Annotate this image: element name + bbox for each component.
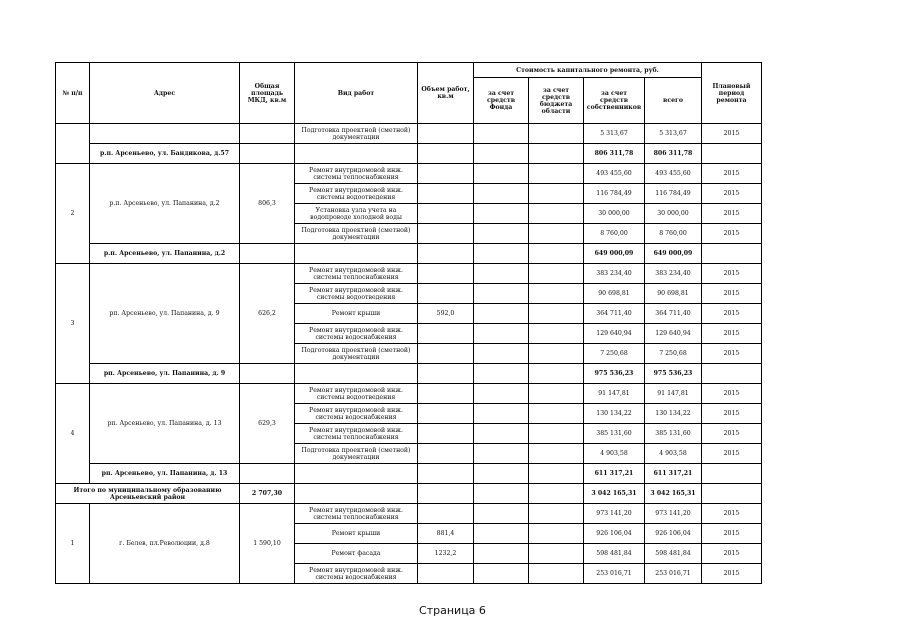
cell-work: Ремонт внутридомовой инж. системы водоотведения [295,384,418,404]
cell-own: 129 640,94 [584,324,645,344]
cell-fund [474,164,529,184]
cell-period: 2015 [702,404,762,424]
cell-volume [418,464,474,484]
cell-volume [418,264,474,284]
cell-total: 493 455,60 [645,164,702,184]
cell-region [529,544,584,564]
cell-volume [418,344,474,364]
col-header-own: за счет средств собственников [584,78,645,124]
col-header-total: всего [645,78,702,124]
cell-region [529,284,584,304]
cell-work: Установка узла учета на водопроводе холодной воды [295,204,418,224]
cell-volume [418,324,474,344]
cell-total: 649 000,09 [645,244,702,264]
cell-work: Ремонт крыши [295,304,418,324]
cell-total: 364 711,40 [645,304,702,324]
cell-region [529,144,584,164]
cell-period: 2015 [702,204,762,224]
cell-volume [418,244,474,264]
cell-volume [418,284,474,304]
cell-work: Ремонт внутридомовой инж. системы водоотведения [295,284,418,304]
cell-volume [418,204,474,224]
cell-region [529,564,584,584]
cell-total: 253 016,71 [645,564,702,584]
cell-own: 364 711,40 [584,304,645,324]
cell-fund [474,424,529,444]
cell-total-area: 2 707,30 [240,484,295,504]
col-header-area: Общая площадь МКД, кв.м [240,63,295,124]
cell-region [529,204,584,224]
cell-address: рп. Арсеньево, ул. Папанина, д. 9 [90,264,240,364]
subtotal-row [56,364,762,384]
cell-area [240,144,295,164]
cell-volume [418,424,474,444]
cell-period [702,144,762,164]
cell-own: 806 311,78 [584,144,645,164]
cell-region [529,444,584,464]
cell-own: 611 317,21 [584,464,645,484]
cell-fund [474,524,529,544]
col-header-volume: Объем работ, кв.м [418,63,474,124]
cell-own: 253 016,71 [584,564,645,584]
cell-region [529,484,584,504]
cell-total: 598 481,84 [645,544,702,564]
cell-own: 383 234,40 [584,264,645,284]
repair-plan-table [55,62,762,584]
cell-fund [474,124,529,144]
cell-fund [474,244,529,264]
cell-work: Подготовка проектной (сметной) документации [295,224,418,244]
cell-fund [474,484,529,504]
cell-own: 926 106,04 [584,524,645,544]
cell-total: 383 234,40 [645,264,702,284]
cell-own: 3 042 165,31 [584,484,645,504]
cell-work [295,484,418,504]
cell-area [240,124,295,144]
cell-period: 2015 [702,424,762,444]
cell-volume [418,364,474,384]
cell-num: 2 [56,164,90,264]
col-header-num: № п/п [56,63,90,124]
cell-total: 926 106,04 [645,524,702,544]
cell-period [702,364,762,384]
cell-total-label: Итого по муниципальному образованию Арсеньевский район [56,484,240,504]
cell-own: 493 455,60 [584,164,645,184]
col-header-period: Плановый период ремонта [702,63,762,124]
cell-fund [474,544,529,564]
cell-own: 30 000,00 [584,204,645,224]
cell-area: 806,3 [240,164,295,244]
cell-region [529,164,584,184]
cell-area: 1 590,10 [240,504,295,584]
cell-fund [474,504,529,524]
cell-area: 626,2 [240,264,295,364]
cell-own: 385 131,60 [584,424,645,444]
cell-work: Ремонт внутридомовой инж. системы теплоснабжения [295,504,418,524]
subtotal-row [56,244,762,264]
cell-own: 116 784,49 [584,184,645,204]
cell-fund [474,224,529,244]
municipal-total-row [56,484,762,504]
cell-address: г. Белев, пл.Революции, д.8 [90,504,240,584]
cell-region [529,524,584,544]
cell-fund [474,144,529,164]
cell-period: 2015 [702,124,762,144]
cell-region [529,424,584,444]
cell-total: 8 760,00 [645,224,702,244]
cell-work: Подготовка проектной (сметной) документации [295,124,418,144]
cell-work: Ремонт внутридомовой инж. системы теплоснабжения [295,424,418,444]
cell-volume [418,164,474,184]
cell-period: 2015 [702,544,762,564]
cell-own: 90 698,81 [584,284,645,304]
cell-own: 7 250,68 [584,344,645,364]
cell-work: Подготовка проектной (сметной) документации [295,444,418,464]
cell-volume [418,184,474,204]
cell-fund [474,344,529,364]
cell-address [90,124,240,144]
cell-region [529,404,584,424]
cell-address: рп. Арсеньево, ул. Папанина, д. 13 [90,384,240,464]
cell-own: 975 536,23 [584,364,645,384]
cell-area: 629,3 [240,384,295,464]
cell-region [529,244,584,264]
cell-volume [418,504,474,524]
cell-num: 4 [56,384,90,484]
cell-own: 649 000,09 [584,244,645,264]
cell-subtotal-label: рп. Арсеньево, ул. Папанина, д. 13 [90,464,240,484]
table-row [56,124,762,144]
cell-subtotal-label: р.п. Арсеньево, ул. Бандикова, д.57 [90,144,240,164]
cell-region [529,124,584,144]
cell-period: 2015 [702,504,762,524]
cell-region [529,184,584,204]
cell-volume: 592,0 [418,304,474,324]
cell-period: 2015 [702,564,762,584]
cell-area [240,464,295,484]
cell-num: 1 [56,504,90,584]
cell-volume [418,384,474,404]
cell-subtotal-label: рп. Арсеньево, ул. Папанина, д. 9 [90,364,240,384]
table-row [56,504,762,524]
cell-total: 7 250,68 [645,344,702,364]
cell-region [529,304,584,324]
cell-area [240,244,295,264]
cell-num: 3 [56,264,90,384]
cell-total: 4 903,58 [645,444,702,464]
cell-own: 130 134,22 [584,404,645,424]
cell-total: 130 134,22 [645,404,702,424]
cell-own: 8 760,00 [584,224,645,244]
cell-volume: 1232,2 [418,544,474,564]
cell-work: Ремонт фасада [295,544,418,564]
cell-period: 2015 [702,384,762,404]
cell-work: Ремонт внутридомовой инж. системы теплоснабжения [295,164,418,184]
cell-period: 2015 [702,184,762,204]
cell-work [295,244,418,264]
cell-period: 2015 [702,324,762,344]
cell-fund [474,264,529,284]
cell-region [529,324,584,344]
cell-work: Подготовка проектной (сметной) документации [295,344,418,364]
cell-own: 973 141,20 [584,504,645,524]
cell-total: 90 698,81 [645,284,702,304]
cell-period: 2015 [702,444,762,464]
cell-work: Ремонт внутридомовой инж. системы теплоснабжения [295,264,418,284]
cell-fund [474,564,529,584]
cell-own: 4 903,58 [584,444,645,464]
cell-total: 91 147,81 [645,384,702,404]
cell-total: 3 042 165,31 [645,484,702,504]
cell-period: 2015 [702,164,762,184]
cell-work: Ремонт внутридомовой инж. системы водоснабжения [295,404,418,424]
col-header-cost-group: Стоимость капитального ремонта, руб. [474,63,702,78]
cell-region [529,344,584,364]
cell-fund [474,284,529,304]
cell-own: 91 147,81 [584,384,645,404]
cell-region [529,364,584,384]
cell-period [702,244,762,264]
col-header-region: за счет средств бюджета области [529,78,584,124]
cell-total: 806 311,78 [645,144,702,164]
cell-volume [418,444,474,464]
cell-work: Ремонт крыши [295,524,418,544]
cell-fund [474,304,529,324]
cell-work: Ремонт внутридомовой инж. системы водоснабжения [295,324,418,344]
col-header-work: Вид работ [295,63,418,124]
cell-volume [418,144,474,164]
cell-volume [418,484,474,504]
page-number: Страница 6 [419,604,486,617]
cell-volume [418,404,474,424]
cell-fund [474,324,529,344]
cell-own: 598 481,84 [584,544,645,564]
subtotal-row [56,464,762,484]
col-header-fund: за счет средств Фонда [474,78,529,124]
cell-fund [474,404,529,424]
cell-volume: 881,4 [418,524,474,544]
cell-total: 611 317,21 [645,464,702,484]
cell-fund [474,364,529,384]
cell-fund [474,444,529,464]
cell-total: 116 784,49 [645,184,702,204]
cell-num [56,124,90,164]
cell-region [529,464,584,484]
cell-period: 2015 [702,264,762,284]
cell-total: 385 131,60 [645,424,702,444]
cell-fund [474,184,529,204]
table-header-row [56,63,762,78]
cell-subtotal-label: р.п. Арсеньево, ул. Папанина, д.2 [90,244,240,264]
cell-work: Ремонт внутридомовой инж. системы водоснабжения [295,564,418,584]
cell-period [702,484,762,504]
cell-period: 2015 [702,344,762,364]
table-row [56,164,762,184]
cell-total: 30 000,00 [645,204,702,224]
cell-volume [418,124,474,144]
cell-work [295,144,418,164]
cell-own: 5 313,67 [584,124,645,144]
cell-area [240,364,295,384]
cell-work [295,464,418,484]
table-row [56,384,762,404]
cell-region [529,264,584,284]
cell-period [702,464,762,484]
subtotal-row [56,144,762,164]
cell-work: Ремонт внутридомовой инж. системы водоотведения [295,184,418,204]
cell-period: 2015 [702,284,762,304]
cell-volume [418,224,474,244]
cell-total: 973 141,20 [645,504,702,524]
cell-volume [418,564,474,584]
cell-fund [474,204,529,224]
table-row [56,264,762,284]
cell-region [529,224,584,244]
cell-total: 5 313,67 [645,124,702,144]
cell-address: р.п. Арсеньево, ул. Папанина, д.2 [90,164,240,244]
cell-period: 2015 [702,224,762,244]
cell-fund [474,384,529,404]
cell-region [529,504,584,524]
cell-work [295,364,418,384]
cell-region [529,384,584,404]
cell-total: 975 536,23 [645,364,702,384]
cell-period: 2015 [702,524,762,544]
cell-period: 2015 [702,304,762,324]
cell-total: 129 640,94 [645,324,702,344]
cell-fund [474,464,529,484]
col-header-address: Адрес [90,63,240,124]
